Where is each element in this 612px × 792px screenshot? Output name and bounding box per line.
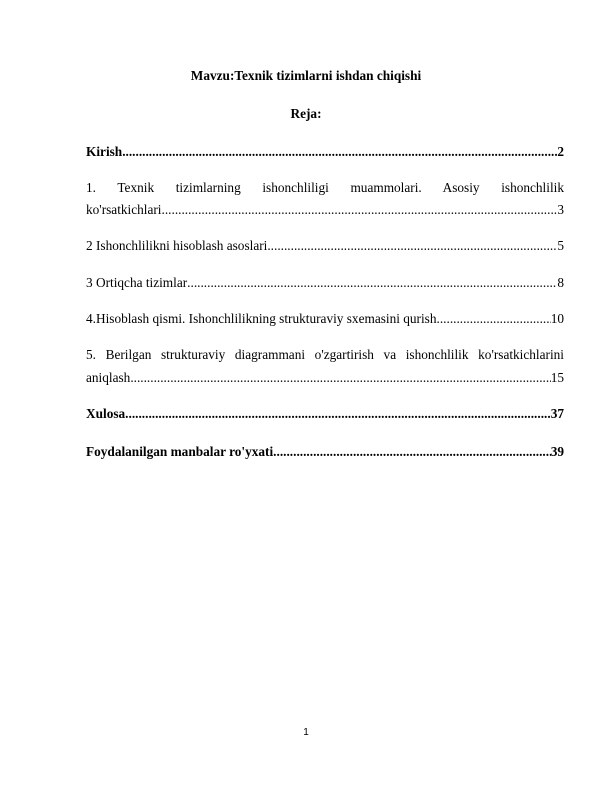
toc-leader-dots	[267, 238, 557, 254]
toc-entry-introduction[interactable]	[86, 144, 564, 160]
toc-label: Foydalanilgan manbalar ro'yxati	[86, 444, 274, 459]
toc-entry-5[interactable]	[86, 370, 564, 386]
toc-entry-conclusion[interactable]	[86, 406, 564, 422]
toc-label: Kirish	[86, 144, 123, 159]
toc-entry-3[interactable]	[86, 275, 564, 291]
toc-page-number: 2	[557, 144, 564, 159]
toc-page-number: 10	[550, 311, 564, 326]
toc-leader-dots	[162, 202, 558, 218]
toc-label: 2 Ishonchlilikni hisoblash asoslari	[86, 238, 268, 253]
toc-label: ko'rsatkichlari	[86, 202, 162, 217]
toc-entry-5-line1: 5. Berilgan strukturaviy diagrammani o'zgartirish va ishonchlilik ko'rsatkichlarini	[86, 347, 564, 362]
toc-page-number: 5	[557, 238, 564, 253]
toc-leader-dots	[122, 144, 557, 160]
toc-entry-references[interactable]	[86, 444, 564, 460]
toc-label: 4.Hisoblash qismi. Ishonchlilikning strukturaviy sxemasini qurish	[86, 311, 437, 326]
toc-page-number: 3	[557, 202, 564, 217]
toc-page-number: 15	[550, 370, 564, 385]
toc-leader-dots	[187, 275, 557, 291]
document-topic: Mavzu:Texnik tizimlarni ishdan chiqishi	[190, 68, 422, 83]
toc-entry-1[interactable]	[86, 202, 564, 218]
toc-page-number: 37	[550, 406, 564, 421]
toc-label: aniqlash	[86, 370, 131, 385]
toc-label: Xulosa	[86, 406, 126, 421]
toc-entry-4[interactable]	[86, 311, 564, 327]
plan-heading: Reja:	[290, 106, 322, 121]
toc-leader-dots	[125, 406, 551, 422]
toc-label: 3 Ortiqcha tizimlar	[86, 275, 188, 290]
toc-page-number: 8	[557, 275, 564, 290]
toc-leader-dots	[437, 311, 551, 327]
toc-entry-1-line1: 1. Texnik tizimlarning ishonchliligi muammolari. Asosiy ishonchlilik	[86, 180, 564, 195]
toc-page-number: 39	[550, 444, 564, 459]
page-number: 1	[303, 727, 309, 738]
toc-leader-dots	[130, 370, 550, 386]
toc-leader-dots	[273, 444, 551, 460]
toc-entry-2[interactable]	[86, 238, 564, 254]
